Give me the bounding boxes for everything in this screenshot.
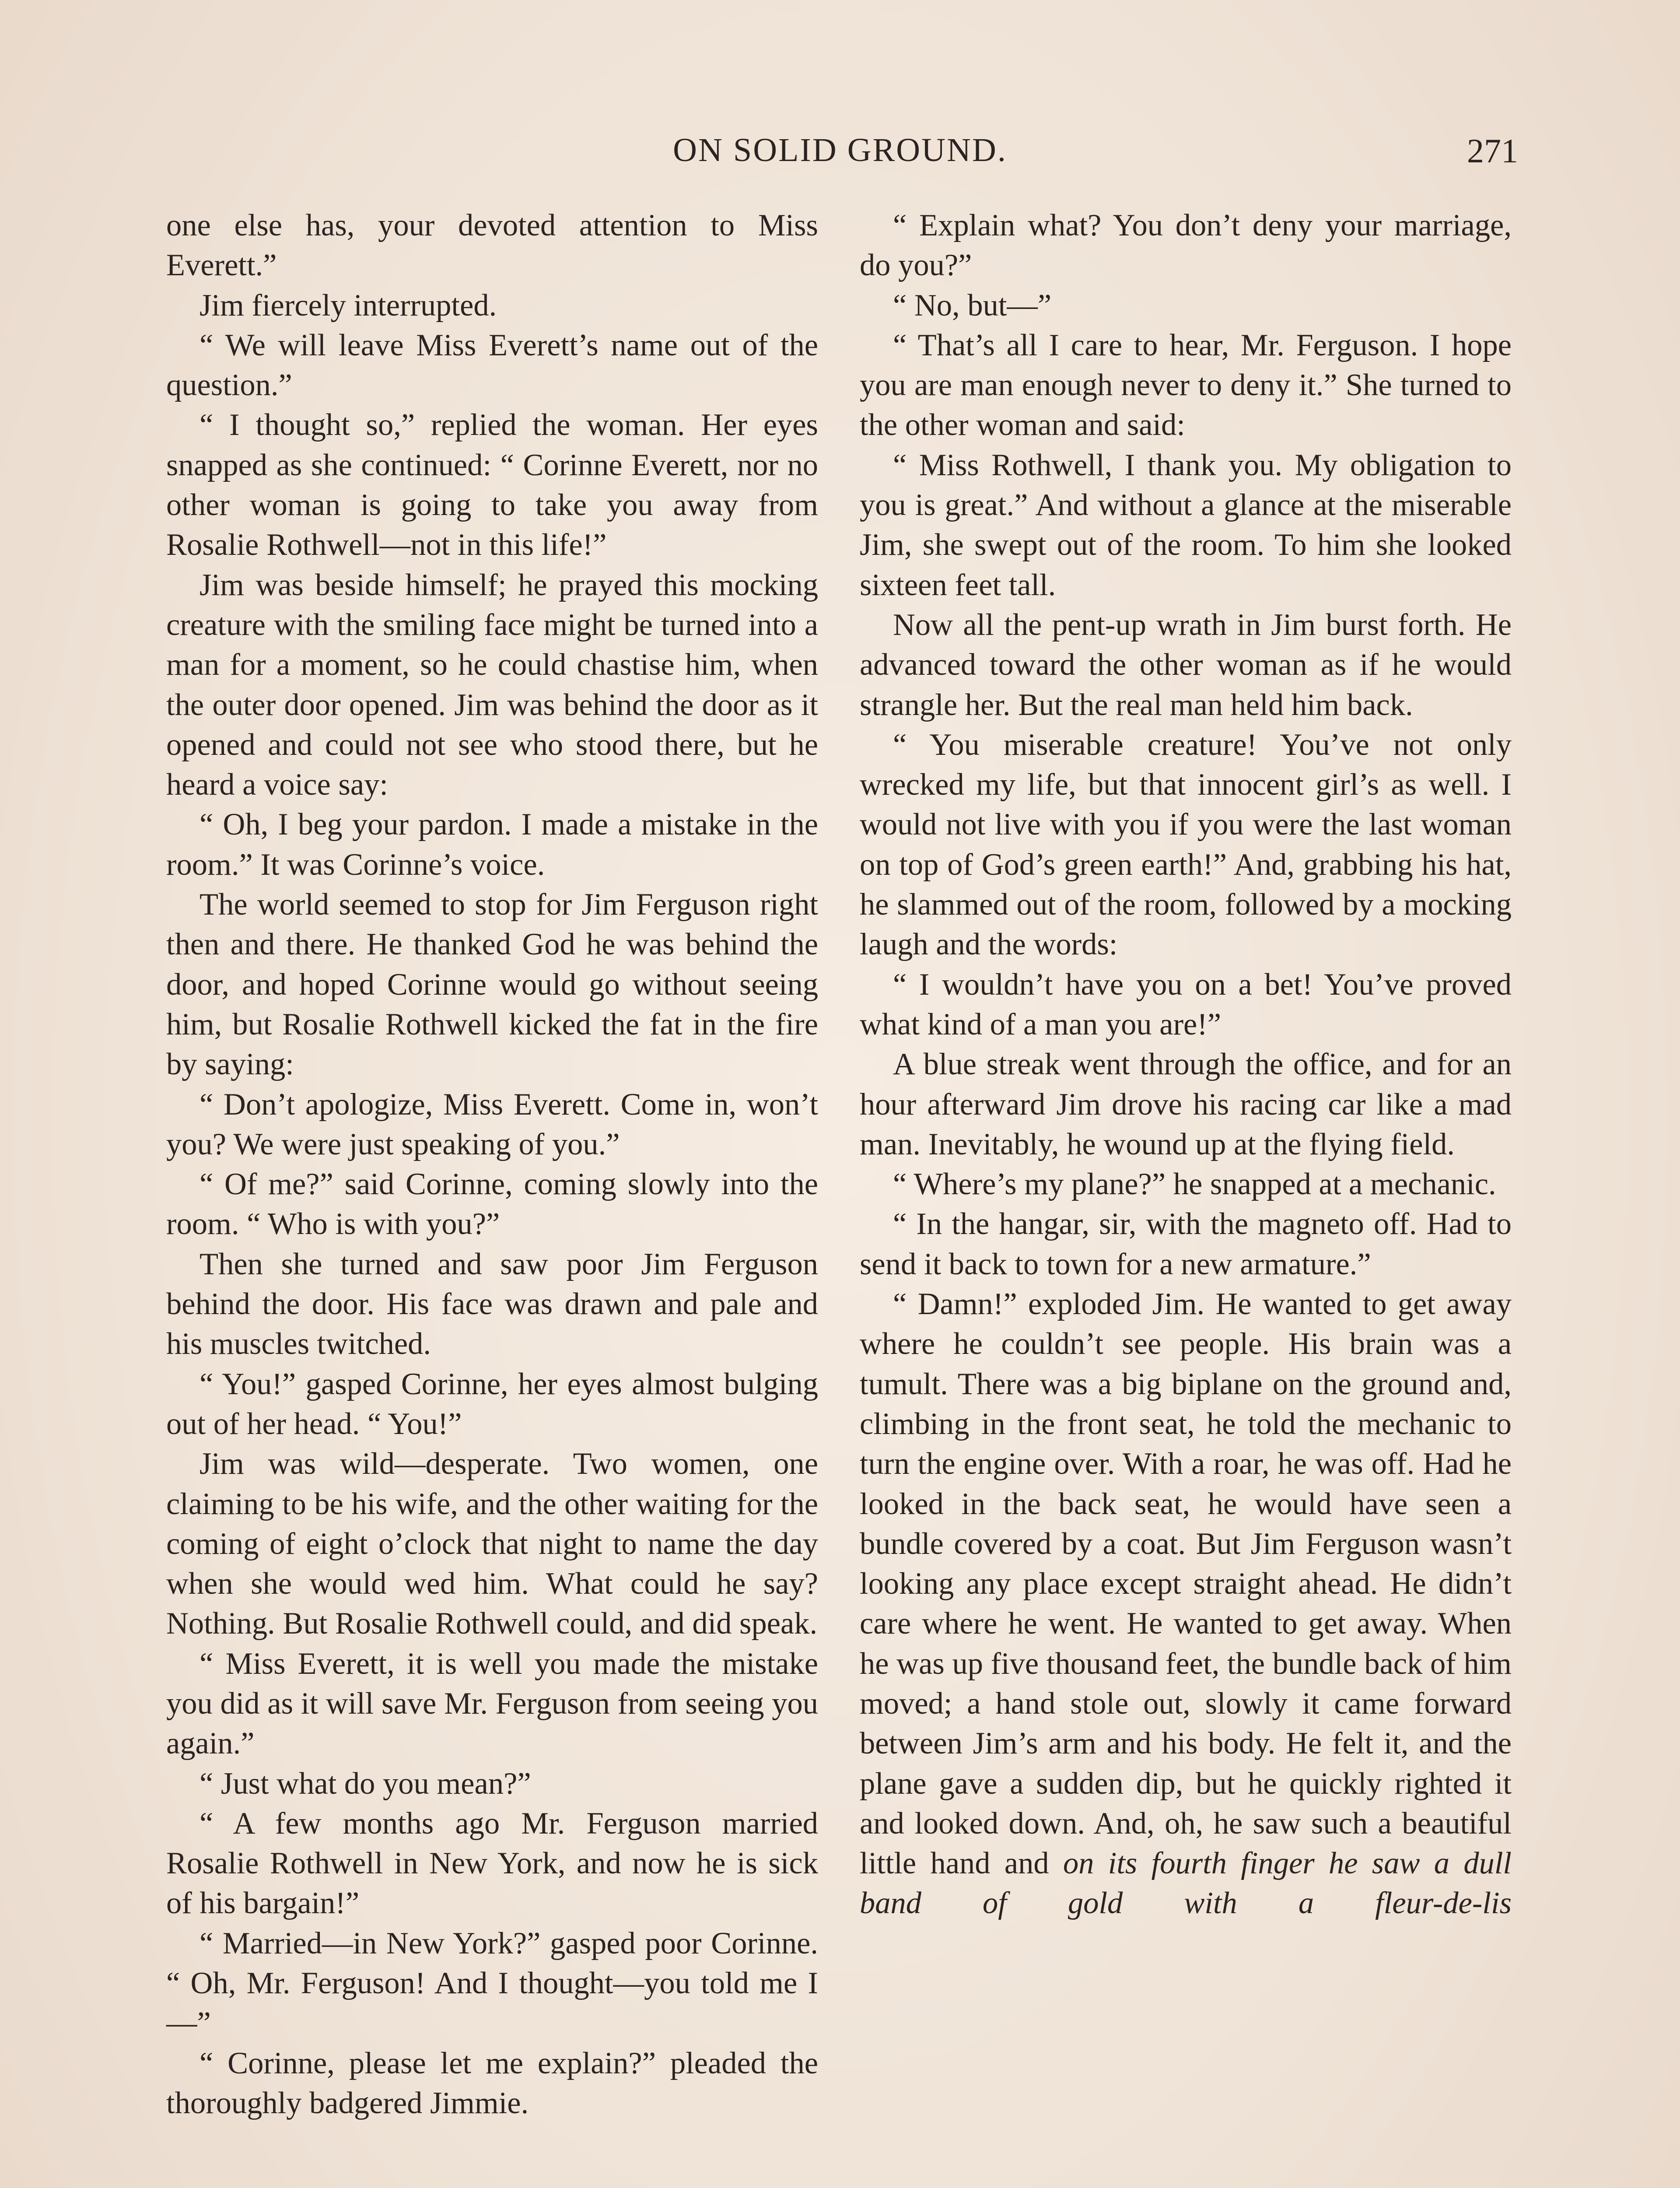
page-number: 271 bbox=[1467, 132, 1518, 170]
paragraph: “ Just what do you mean?” bbox=[200, 1766, 531, 1801]
paragraph: “ Don’t apologize, Miss Everett. Come in, won’t you? We were just speaking of you.” bbox=[166, 1087, 818, 1161]
page-header bbox=[0, 131, 1680, 179]
paragraph: one else has, your devoted attention to Miss Everett.” bbox=[166, 208, 818, 283]
paragraph: Now all the pent-up wrath in Jim burst forth. He advanced toward the other woman as if he would strangle her. But the real man held him back. bbox=[860, 607, 1512, 722]
paragraph: “ In the hangar, sir, with the magneto off. Had to send it back to town for a new armature.” bbox=[860, 1207, 1512, 1281]
paragraph: “ Miss Rothwell, I thank you. My obligation to you is great.” And without a glance at the miserable Jim, she swept out of the room. To him she looked sixteen feet tall. bbox=[860, 448, 1512, 602]
paragraph: “ That’s all I care to hear, Mr. Ferguson. I hope you are man enough never to deny it.” She turned to the other woman and said: bbox=[860, 328, 1512, 442]
paragraph: “ A few months ago Mr. Ferguson married Rosalie Rothwell in New York, and now he is sick of his bargain!” bbox=[166, 1806, 818, 1921]
paragraph: “ Corinne, please let me explain?” pleaded the thoroughly badgered Jimmie. bbox=[166, 2046, 818, 2120]
italic-text: on its fourth finger he saw a dull band of gold with a fleur-de-lis bbox=[860, 1846, 1512, 1921]
paragraph: Jim fiercely interrupted. bbox=[200, 288, 497, 323]
running-head: ON SOLID GROUND. bbox=[673, 132, 1007, 168]
paragraph-text: “ Damn!” exploded Jim. He wanted to get away where he couldn’t see people. His brain was a tumult. There was a big biplane on the ground and, climbing in the front seat, he told the mechanic to turn the engine over. With a roar, he was off. Had he looked in the back seat, he would have seen a bundle covered by a coat. But Jim Ferguson wasn’t looking any place except straight ahead. He didn’t care where he went. He wanted to get away. When he was up five thousand feet, the bundle back of him moved; a hand stole out, slowly it came forward between Jim’s arm and his body. He felt it, and the plane gave a sudden dip, but he quickly righted it and looked down. And, oh, he saw such a beautiful little hand and bbox=[860, 1287, 1512, 1881]
paragraph: “ You miserable creature! You’ve not only wrecked my life, but that innocent girl’s as well. I would not live with you if you were the last woman on top of God’s green earth!” And, grabbing his hat, he slammed out of the room, followed by a mocking laugh and the words: bbox=[860, 727, 1512, 962]
paragraph: Jim was beside himself; he prayed this mocking creature with the smiling face might be turned into a man for a moment, so he could chastise him, when the outer door opened. Jim was behind the door as it opened and could not see who stood there, but he heard a voice say: bbox=[166, 568, 818, 802]
paragraph: Jim was wild—desperate. Two women, one claiming to be his wife, and the other waiting for the coming of eight o’clock that night to name the day when she would wed him. What could he say? Nothing. But Rosalie Rothwell could, and did speak. bbox=[166, 1447, 818, 1641]
paragraph: “ Oh, I beg your pardon. I made a mistake in the room.” It was Corinne’s voice. bbox=[166, 807, 818, 882]
paragraph: “ Where’s my plane?” he snapped at a mechanic. bbox=[893, 1167, 1496, 1202]
paragraph: “ I wouldn’t have you on a bet! You’ve proved what kind of a man you are!” bbox=[860, 967, 1512, 1041]
paragraph: “ We will leave Miss Everett’s name out of the question.” bbox=[166, 328, 818, 403]
right-column bbox=[860, 206, 1512, 1924]
paragraph: A blue streak went through the office, and for an hour afterward Jim drove his racing car like a mad man. Inevitably, he wound up at the flying field. bbox=[860, 1047, 1512, 1161]
paragraph: Then she turned and saw poor Jim Ferguson behind the door. His face was drawn and pale and his muscles twitched. bbox=[166, 1247, 818, 1361]
paragraph-continued bbox=[860, 1284, 1512, 1924]
left-column bbox=[166, 206, 818, 2123]
paragraph: “ Of me?” said Corinne, coming slowly into the room. “ Who is with you?” bbox=[166, 1167, 818, 1241]
paragraph: “ Miss Everett, it is well you made the mistake you did as it will save Mr. Ferguson from seeing you again.” bbox=[166, 1646, 818, 1761]
paragraph: “ Explain what? You don’t deny your marriage, do you?” bbox=[860, 208, 1512, 283]
paragraph: “ You!” gasped Corinne, her eyes almost bulging out of her head. “ You!” bbox=[166, 1367, 818, 1441]
paragraph: “ I thought so,” replied the woman. Her eyes snapped as she continued: “ Corinne Everett, nor no other woman is going to take you away from Rosalie Rothwell—not in this life!” bbox=[166, 408, 818, 562]
paragraph: The world seemed to stop for Jim Ferguson right then and there. He thanked God he was behind the door, and hoped Corinne would go without seeing him, but Rosalie Rothwell kicked the fat in the fire by saying: bbox=[166, 887, 818, 1082]
paragraph: “ No, but—” bbox=[893, 288, 1052, 323]
paragraph: “ Married—in New York?” gasped poor Corinne. “ Oh, Mr. Ferguson! And I thought—you told me I—” bbox=[166, 1926, 818, 2041]
